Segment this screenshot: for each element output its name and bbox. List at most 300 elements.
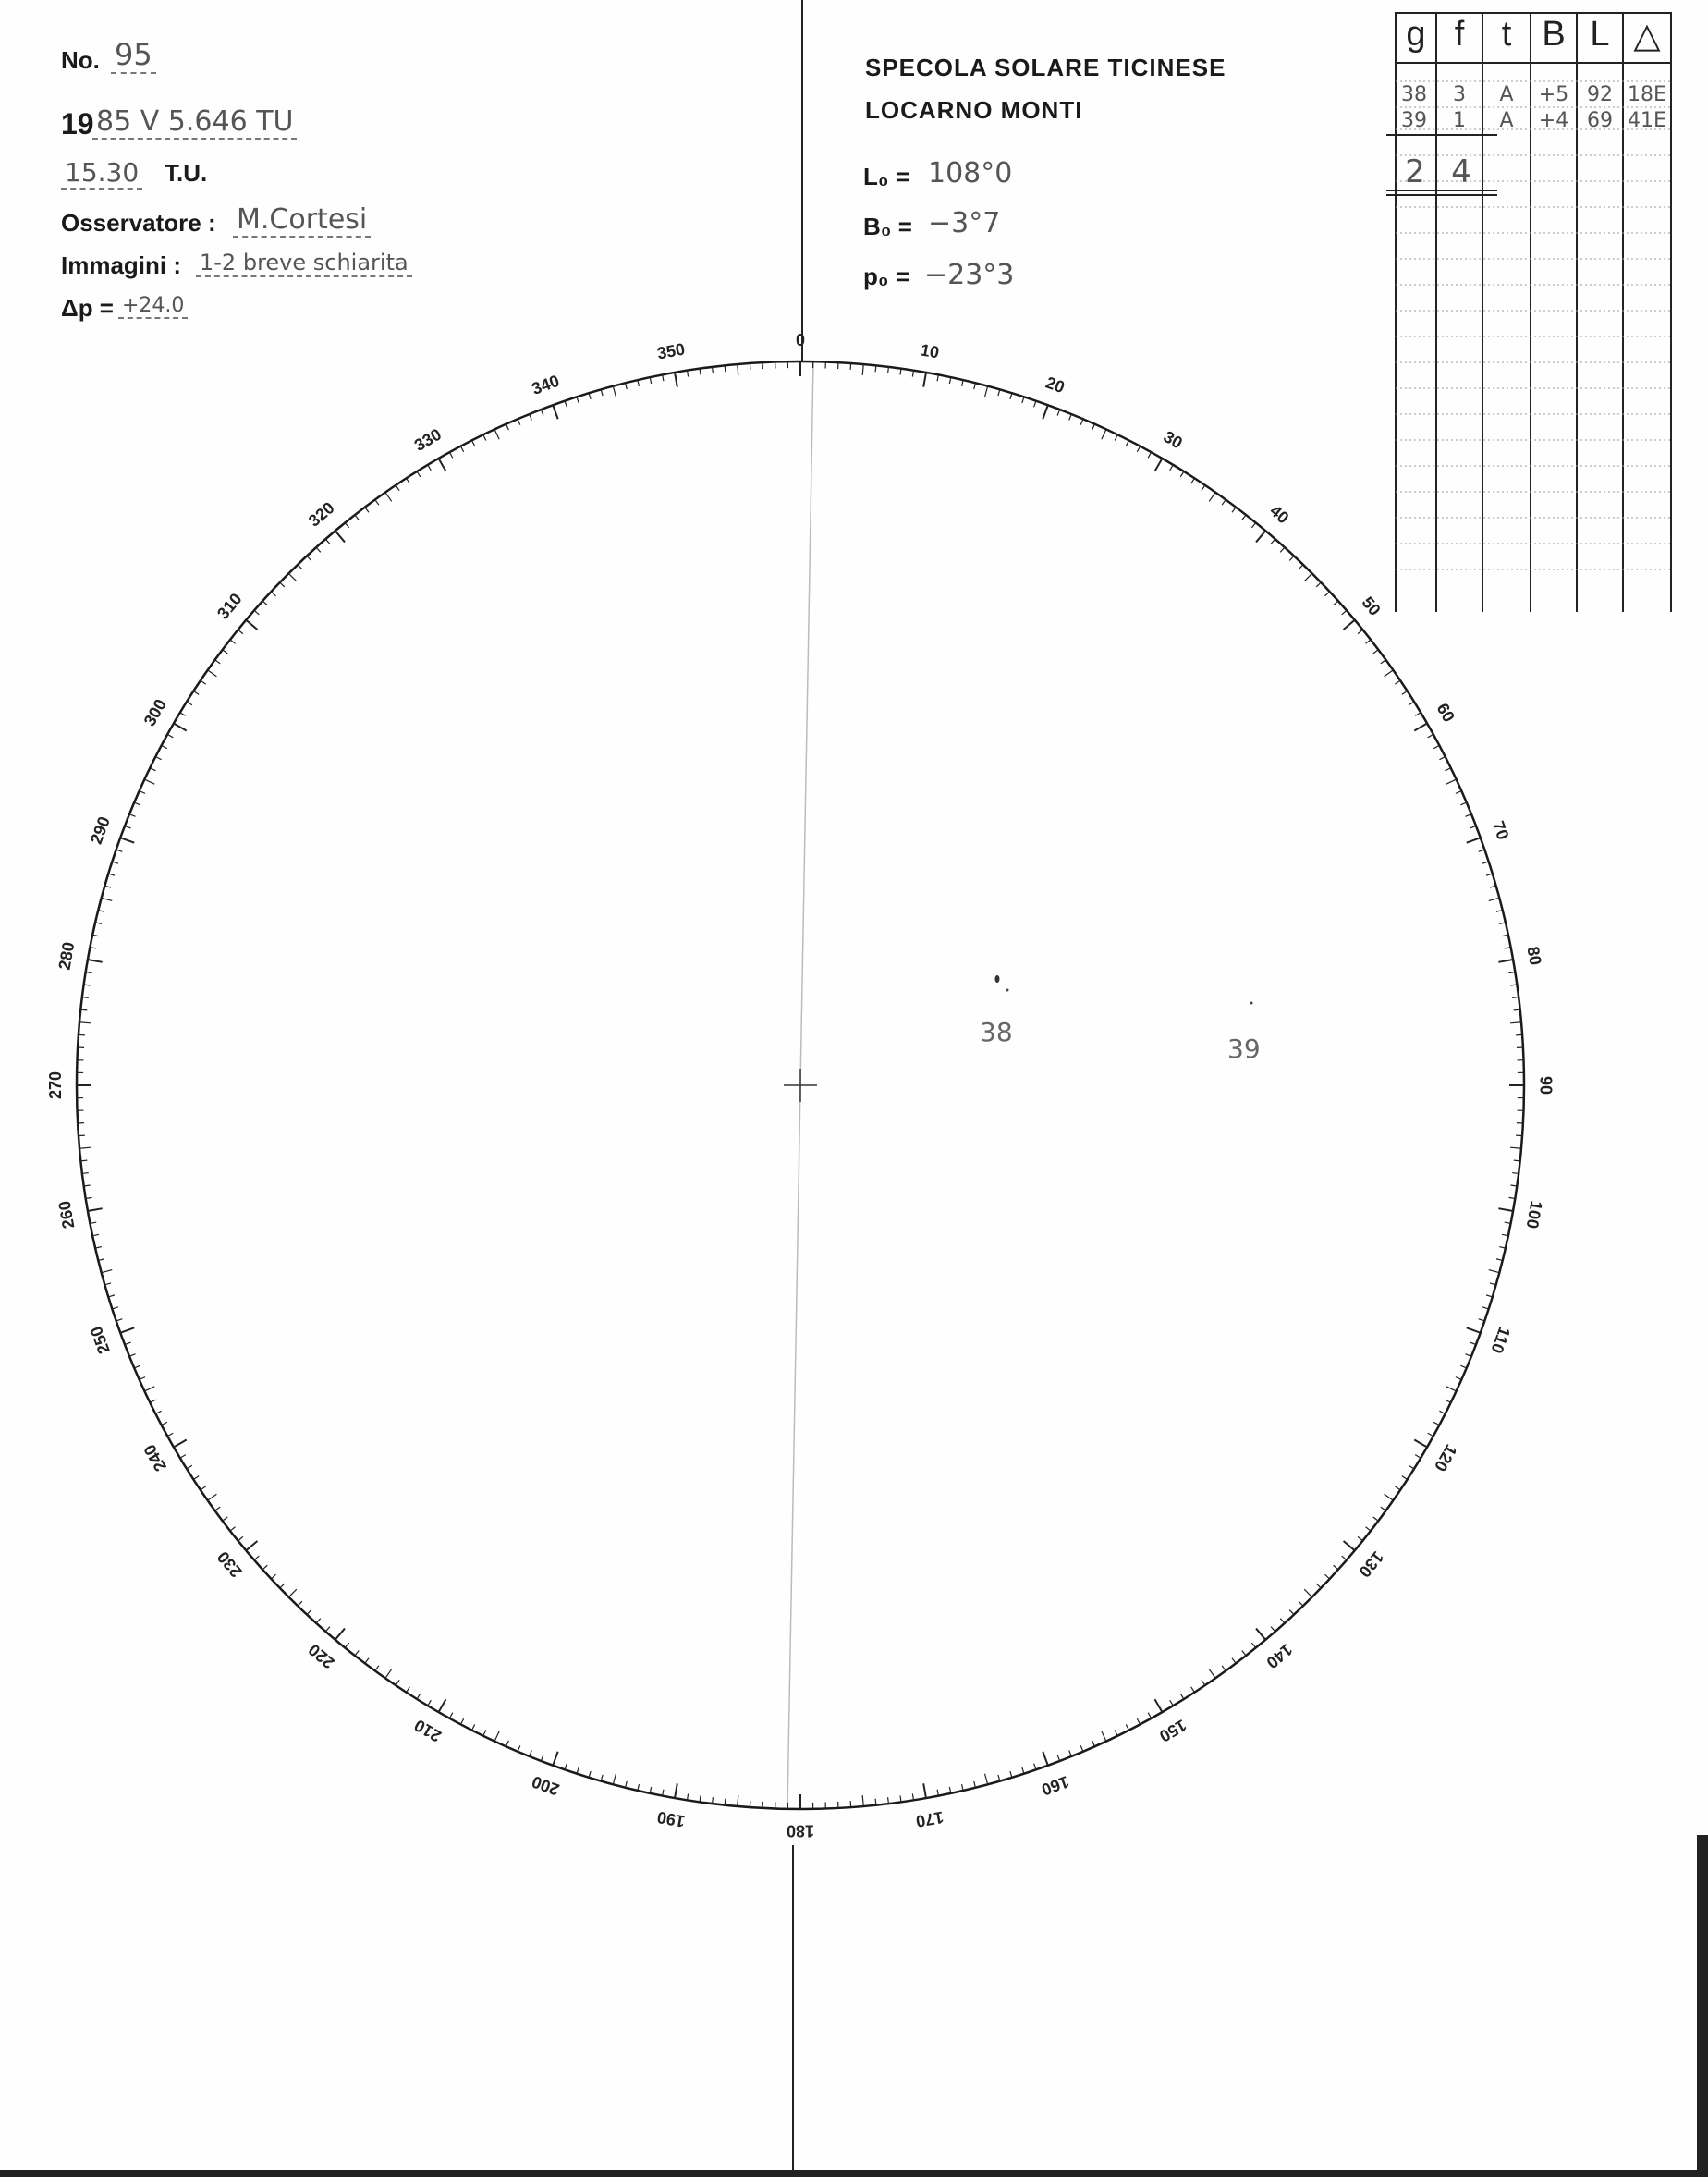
angle-tick	[638, 380, 640, 386]
angle-tick	[129, 814, 135, 817]
angle-tick	[1271, 1627, 1275, 1632]
table-cell: 38	[1401, 83, 1427, 106]
angle-label: 150	[1156, 1716, 1190, 1746]
angle-tick	[1010, 393, 1012, 399]
angle-tick	[613, 1774, 616, 1785]
angle-tick	[1209, 1669, 1215, 1679]
angle-tick	[271, 592, 275, 596]
angle-tick	[79, 1022, 91, 1023]
angle-tick	[144, 779, 154, 784]
angle-tick	[98, 911, 104, 912]
table-cell: A	[1499, 83, 1514, 106]
angle-tick	[1222, 500, 1226, 506]
p0-value: −23°3	[924, 259, 1015, 291]
table-cell: A	[1499, 109, 1514, 132]
angle-tick	[375, 1666, 379, 1671]
angle-tick	[1137, 1718, 1140, 1724]
angle-tick	[125, 826, 131, 828]
angle-tick	[725, 365, 726, 372]
angle-label: 280	[55, 940, 79, 972]
angle-tick	[167, 1433, 173, 1436]
angle-tick	[193, 1476, 199, 1480]
total-groups: 2	[1405, 153, 1425, 190]
angle-label: 80	[1523, 945, 1545, 967]
table-cell: +5	[1538, 83, 1569, 106]
angle-tick	[1409, 702, 1414, 705]
angle-tick	[1456, 1377, 1461, 1380]
angle-tick	[428, 465, 432, 471]
group-label-38: 38	[980, 1017, 1013, 1047]
angle-label: 290	[86, 813, 114, 847]
angle-tick	[155, 757, 161, 760]
angle-tick	[449, 452, 452, 458]
angle-tick	[553, 1752, 557, 1766]
angle-tick	[1209, 493, 1215, 502]
angle-tick	[1460, 802, 1466, 805]
angle-tick	[888, 367, 889, 373]
angle-tick	[215, 660, 221, 664]
angle-tick	[345, 522, 348, 527]
angle-tick	[439, 459, 446, 471]
table-cell: 69	[1587, 109, 1613, 132]
angle-label: 230	[214, 1547, 246, 1582]
angle-tick	[862, 1795, 863, 1806]
observatory-location: LOCARNO MONTI	[865, 96, 1083, 124]
angle-tick	[1080, 1745, 1083, 1751]
angle-tick	[1373, 1517, 1379, 1521]
angle-tick	[541, 410, 543, 416]
angle-tick	[187, 1465, 192, 1469]
angle-tick	[1242, 515, 1246, 520]
angle-tick	[1409, 1465, 1414, 1469]
angle-tick	[407, 1687, 410, 1693]
angle-tick	[271, 1574, 275, 1579]
angle-tick	[140, 1377, 145, 1380]
angle-tick	[1358, 630, 1362, 633]
angle-tick	[80, 1160, 87, 1161]
angle-label: 90	[1536, 1075, 1556, 1095]
angle-tick	[626, 383, 628, 389]
angle-tick	[1180, 471, 1184, 477]
angle-tick	[112, 1307, 118, 1309]
angle-tick	[1415, 1455, 1421, 1459]
angle-tick	[336, 1629, 345, 1640]
angle-tick	[1496, 1259, 1503, 1261]
angle-tick	[230, 640, 236, 643]
angle-tick	[1069, 414, 1072, 420]
angle-tick	[1428, 734, 1434, 737]
angle-tick	[530, 1750, 532, 1755]
angle-label: 60	[1433, 700, 1458, 726]
angle-label: 340	[529, 371, 562, 398]
angle-tick	[472, 440, 475, 446]
sunspot-38b	[1006, 989, 1009, 992]
angle-tick	[985, 1774, 988, 1785]
angle-tick	[541, 1755, 543, 1761]
angle-label: 270	[45, 1070, 65, 1100]
angle-tick	[345, 1643, 348, 1647]
angle-tick	[506, 424, 509, 430]
angle-tick	[949, 377, 950, 384]
angle-tick	[396, 1680, 399, 1685]
angle-tick	[1344, 620, 1355, 630]
angle-tick	[1202, 1680, 1205, 1685]
angle-tick	[962, 1784, 964, 1791]
angle-tick	[626, 1781, 628, 1788]
angle-tick	[472, 1724, 475, 1730]
angle-tick	[1043, 1752, 1047, 1766]
angle-tick	[1180, 1694, 1184, 1699]
angle-label: 100	[1522, 1199, 1546, 1230]
angle-tick	[223, 1517, 228, 1521]
angle-tick	[95, 1247, 102, 1249]
col-header-delta: △	[1633, 17, 1661, 55]
angle-tick	[336, 531, 345, 542]
angle-tick	[298, 565, 302, 569]
angle-tick	[1316, 1584, 1321, 1588]
date-value: 85 V 5.646 TU	[92, 105, 297, 140]
angle-tick	[262, 601, 267, 605]
angle-label: 190	[655, 1807, 687, 1831]
angle-tick	[162, 745, 167, 748]
angle-label: 180	[786, 1821, 815, 1841]
angle-tick	[1022, 1767, 1024, 1774]
angle-tick	[208, 1494, 217, 1500]
angle-tick	[1115, 434, 1117, 440]
l0-value: 108°0	[928, 157, 1013, 190]
angle-tick	[1498, 960, 1513, 962]
angle-tick	[1385, 1494, 1394, 1500]
angle-tick	[365, 1658, 369, 1664]
angle-label: 220	[304, 1640, 338, 1672]
angle-tick	[518, 419, 520, 424]
angle-tick	[1510, 1147, 1521, 1148]
angle-label: 10	[919, 340, 941, 362]
angle-tick	[82, 1173, 89, 1174]
table-cell: 1	[1453, 109, 1466, 132]
angle-tick	[82, 997, 89, 998]
angle-tick	[1365, 1527, 1371, 1531]
angle-tick	[155, 1411, 161, 1413]
angle-tick	[1402, 1476, 1408, 1480]
angle-tick	[1289, 1610, 1294, 1615]
angle-tick	[102, 898, 113, 900]
angle-tick	[116, 1319, 123, 1321]
angle-tick	[888, 1797, 889, 1804]
angle-tick	[1102, 429, 1106, 439]
angle-tick	[120, 838, 134, 842]
angle-label: 240	[140, 1441, 170, 1475]
angle-tick	[974, 383, 976, 389]
angle-tick	[92, 1234, 99, 1235]
angle-label: 30	[1160, 427, 1186, 453]
angle-tick	[1465, 1354, 1470, 1357]
angle-tick	[1334, 1565, 1338, 1570]
angle-tick	[974, 1781, 976, 1788]
table-cell: 3	[1453, 83, 1466, 106]
angle-tick	[102, 1270, 113, 1273]
angle-tick	[215, 1507, 221, 1510]
angle-tick	[1232, 508, 1236, 513]
angle-tick	[1092, 424, 1095, 430]
angle-tick	[1465, 814, 1470, 817]
angle-tick	[923, 1783, 926, 1798]
angle-tick	[246, 620, 257, 630]
angle-tick	[1271, 539, 1275, 544]
record-number-value: 95	[111, 37, 156, 74]
angle-tick	[1486, 874, 1493, 875]
angle-tick	[506, 1741, 509, 1746]
angle-tick	[923, 373, 926, 387]
angle-tick	[483, 1730, 486, 1735]
angle-tick	[1115, 1730, 1117, 1735]
angle-tick	[254, 1556, 259, 1560]
angle-tick	[1381, 660, 1386, 664]
angle-tick	[417, 1694, 421, 1699]
angle-label: 200	[529, 1772, 562, 1800]
angle-tick	[1232, 1658, 1236, 1664]
angle-tick	[613, 386, 616, 397]
angle-tick	[1502, 1234, 1508, 1235]
angle-tick	[530, 414, 532, 420]
angle-tick	[1479, 850, 1485, 851]
angle-tick	[396, 485, 399, 491]
angle-tick	[307, 1610, 311, 1615]
angle-tick	[985, 386, 988, 397]
angle-tick	[280, 582, 285, 587]
angle-tick	[428, 1700, 432, 1706]
angle-tick	[1395, 1486, 1400, 1490]
angle-tick	[577, 397, 579, 403]
angle-tick	[1022, 397, 1024, 403]
angle-tick	[577, 1767, 579, 1774]
angle-tick	[201, 1486, 206, 1490]
angle-tick	[949, 1787, 950, 1793]
angle-tick	[1381, 1507, 1386, 1510]
angle-tick	[460, 1718, 463, 1724]
b0-label: B₀ =	[863, 213, 912, 240]
angle-label: 140	[1263, 1640, 1297, 1672]
angle-tick	[713, 367, 714, 373]
angle-tick	[1489, 898, 1500, 900]
angle-tick	[439, 1699, 446, 1712]
angle-tick	[174, 1440, 187, 1448]
angle-tick	[1299, 565, 1303, 569]
angle-label: 40	[1266, 501, 1293, 528]
angle-tick	[1155, 459, 1163, 471]
angle-tick	[238, 1536, 242, 1540]
angle-tick	[650, 377, 651, 384]
angle-tick	[1170, 1700, 1174, 1706]
angle-tick	[518, 1745, 520, 1751]
angle-tick	[1069, 1750, 1072, 1755]
angle-label: 300	[140, 695, 170, 729]
angle-tick	[365, 508, 369, 513]
angle-tick	[1342, 610, 1347, 615]
angle-tick	[1439, 757, 1445, 760]
sunspot-39	[1250, 1002, 1253, 1005]
angle-tick	[1080, 419, 1083, 424]
angle-tick	[1428, 1433, 1434, 1436]
angle-tick	[162, 1422, 167, 1425]
angle-tick	[638, 1784, 640, 1791]
record-number-label: No.	[61, 46, 100, 74]
angle-label: 50	[1358, 593, 1385, 619]
observer-value: M.Cortesi	[233, 203, 371, 238]
angle-label: 20	[1043, 373, 1068, 397]
angle-tick	[108, 1295, 115, 1297]
angle-tick	[120, 1327, 134, 1332]
angle-tick	[88, 1208, 103, 1211]
angle-tick	[1256, 1629, 1265, 1640]
group-label-39: 39	[1227, 1033, 1261, 1064]
angle-tick	[79, 1147, 91, 1148]
angle-tick	[325, 539, 330, 544]
angle-tick	[95, 923, 102, 924]
angle-tick	[180, 713, 186, 716]
angle-tick	[262, 1565, 267, 1570]
l0-label: L₀ =	[863, 163, 910, 190]
angle-tick	[1280, 547, 1285, 552]
angle-label: 130	[1355, 1547, 1387, 1582]
angle-tick	[1439, 1411, 1445, 1413]
angle-tick	[1512, 997, 1519, 998]
angle-tick	[589, 1771, 591, 1778]
angle-tick	[316, 1619, 321, 1623]
scan-edge-right	[1697, 1835, 1708, 2177]
angle-tick	[1299, 1601, 1303, 1606]
angle-label: 250	[86, 1324, 114, 1357]
angle-label: 210	[410, 1716, 445, 1746]
angle-tick	[1470, 1342, 1476, 1345]
angle-tick	[675, 373, 677, 387]
angle-tick	[483, 434, 486, 440]
angle-tick	[1325, 1574, 1330, 1579]
angle-tick	[1202, 485, 1205, 491]
angle-label: 160	[1039, 1772, 1072, 1800]
angle-tick	[1402, 691, 1408, 695]
col-header-b: B	[1542, 15, 1566, 54]
time-value: 15.30	[61, 157, 142, 190]
observer-label: Osservatore :	[61, 209, 216, 237]
angle-tick	[862, 364, 863, 375]
angle-tick	[1499, 923, 1506, 924]
angle-tick	[385, 493, 392, 502]
angle-label: 320	[304, 498, 338, 531]
angle-tick	[150, 768, 155, 771]
angle-tick	[1034, 401, 1036, 408]
angle-tick	[1137, 446, 1140, 452]
angle-label: 310	[214, 589, 246, 623]
angle-label: 110	[1487, 1324, 1514, 1356]
angle-tick	[1316, 582, 1321, 587]
angle-tick	[675, 1783, 677, 1798]
angle-tick	[280, 1584, 285, 1588]
angle-tick	[1502, 935, 1508, 936]
angle-tick	[1034, 1764, 1036, 1770]
angle-tick	[1148, 1713, 1151, 1718]
angle-tick	[1385, 670, 1394, 677]
angle-tick	[1498, 1208, 1513, 1211]
angle-tick	[1222, 1666, 1226, 1671]
angle-tick	[1304, 1589, 1312, 1596]
angle-tick	[1289, 556, 1294, 560]
angle-tick	[144, 1387, 154, 1391]
sunspot-38a	[995, 975, 1000, 983]
angle-tick	[417, 471, 421, 477]
angle-tick	[1251, 1643, 1255, 1647]
angle-tick	[1414, 724, 1427, 731]
angle-tick	[1358, 1536, 1362, 1540]
angle-tick	[1325, 592, 1330, 596]
angle-tick	[1342, 1556, 1347, 1560]
angle-tick	[80, 1009, 87, 1010]
col-header-g: g	[1406, 15, 1426, 54]
angle-tick	[565, 1764, 567, 1770]
angle-tick	[92, 935, 99, 936]
angle-tick	[1415, 713, 1421, 716]
col-header-t: t	[1501, 15, 1512, 54]
angle-tick	[1170, 465, 1174, 471]
total-spots: 4	[1451, 153, 1471, 190]
angle-tick	[460, 446, 463, 452]
angle-tick	[1496, 911, 1503, 912]
angle-tick	[1460, 1365, 1466, 1368]
angle-tick	[1467, 838, 1481, 842]
angle-tick	[129, 1354, 135, 1357]
p0-label: p₀ =	[863, 263, 910, 290]
angle-tick	[180, 1455, 186, 1459]
angle-tick	[1510, 1022, 1521, 1023]
angle-tick	[1434, 1422, 1439, 1425]
angle-tick	[1191, 1687, 1195, 1693]
angle-tick	[1482, 1307, 1489, 1309]
angle-tick	[125, 1342, 131, 1345]
angle-tick	[1445, 768, 1450, 771]
angle-tick	[174, 724, 187, 731]
angle-tick	[375, 500, 379, 506]
col-header-l: L	[1590, 15, 1610, 54]
angle-tick	[1148, 452, 1151, 458]
angle-tick	[1010, 1771, 1012, 1778]
angle-tick	[134, 802, 140, 805]
angle-tick	[230, 1527, 236, 1531]
angle-tick	[254, 610, 259, 615]
angle-tick	[1434, 745, 1439, 748]
angle-tick	[725, 1799, 726, 1805]
angle-tick	[108, 874, 115, 875]
angle-tick	[1043, 405, 1047, 419]
angle-tick	[1446, 1387, 1457, 1391]
table-cell: 41E	[1628, 109, 1666, 132]
angle-tick	[1344, 1541, 1355, 1550]
angle-tick	[1445, 1400, 1450, 1402]
angle-tick	[1242, 1650, 1246, 1656]
angle-tick	[223, 650, 228, 654]
angle-tick	[1486, 1295, 1493, 1297]
angle-tick	[875, 365, 876, 372]
angle-tick	[1251, 522, 1255, 527]
angle-tick	[325, 1627, 330, 1632]
angle-tick	[112, 862, 118, 863]
angle-tick	[238, 630, 242, 633]
angle-tick	[355, 1650, 359, 1656]
angle-tick	[1365, 640, 1371, 643]
angle-tick	[201, 680, 206, 684]
angle-tick	[150, 1400, 155, 1402]
angle-tick	[449, 1713, 452, 1718]
delta-p-value: +24.0	[118, 294, 188, 319]
